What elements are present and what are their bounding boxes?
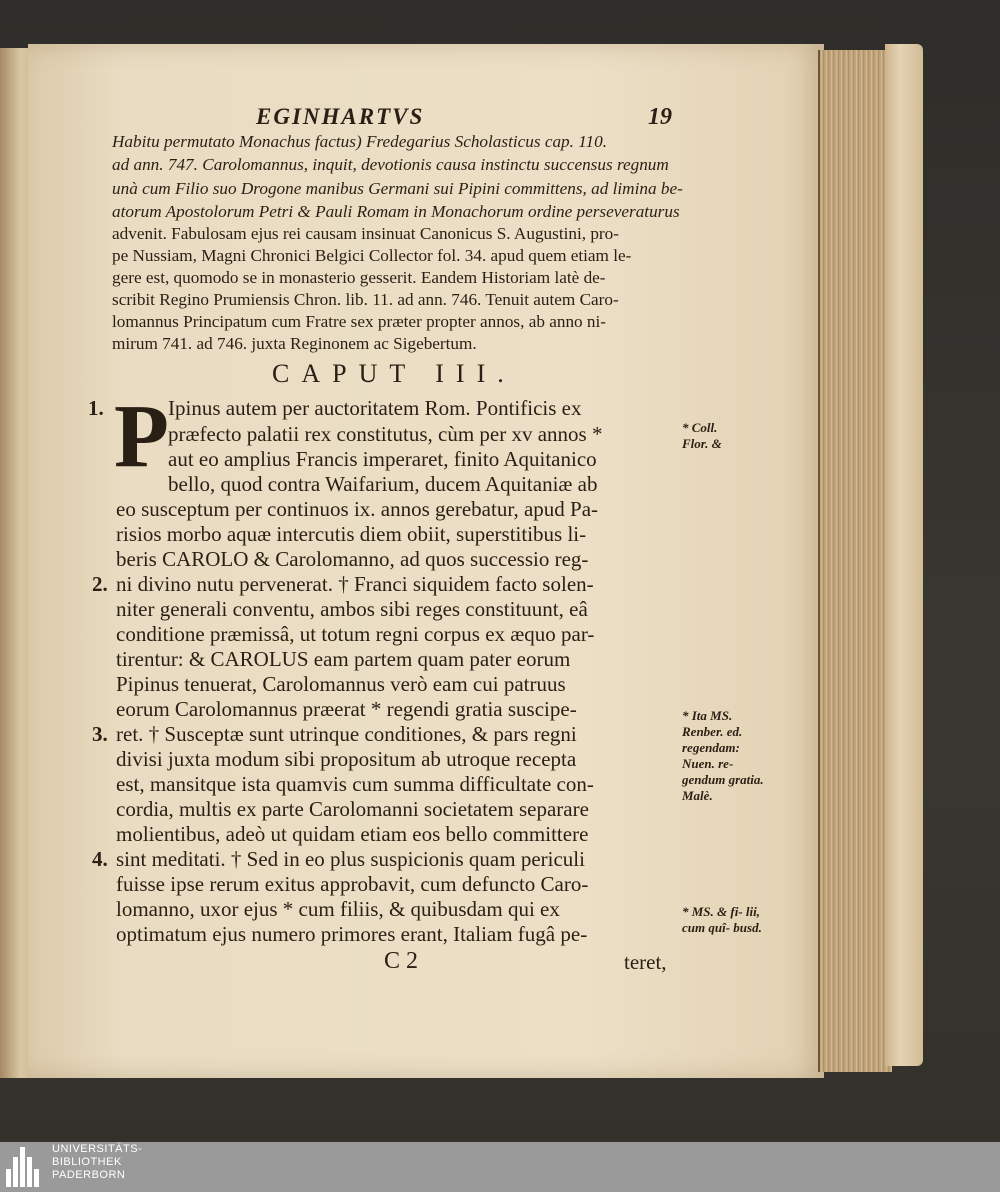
body-line: lomanno, uxor ejus * cum filiis, & quibusdam qui ex xyxy=(116,897,560,921)
intro-line: lomannus Principatum cum Fratre sex præter propter annos, ab anno ni- xyxy=(112,312,607,331)
paragraph-number: 2. xyxy=(92,572,108,596)
catchword: teret, xyxy=(624,950,667,974)
library-logo-icon xyxy=(4,1145,50,1189)
body-line: ni divino nutu pervenerat. † Franci siquidem facto solen- xyxy=(116,572,594,596)
body-line: bello, quod contra Waifarium, ducem Aquitaniæ ab xyxy=(168,472,598,496)
body-line: molientibus, adeò ut quidam etiam eos bello committere xyxy=(116,822,589,846)
body-line: ret. † Susceptæ sunt utrinque conditiones, & pars regni xyxy=(116,722,577,746)
paragraph-number: 4. xyxy=(92,847,108,871)
intro-line: Habitu permutato Monachus factus) Fredegarius Scholasticus cap. 110. xyxy=(112,132,608,151)
running-head: EGINHARTVS xyxy=(256,104,425,129)
paragraph-number: 3. xyxy=(92,722,108,746)
body-line: conditione præmissâ, ut totum regni corpus ex æquo par- xyxy=(116,622,595,646)
intro-line: ad ann. 747. Carolomannus, inquit, devotionis causa instinctu succensus regnum xyxy=(112,155,669,174)
intro-line: gere est, quomodo se in monasterio gesserit. Eandem Historiam latè de- xyxy=(112,268,606,287)
body-line: beris CAROLO & Carolomanno, ad quos successio reg- xyxy=(116,547,589,571)
body-line: fuisse ipse rerum exitus approbavit, cum defuncto Caro- xyxy=(116,872,589,896)
body-line: tirentur: & CAROLUS eam partem quam pater eorum xyxy=(116,647,571,671)
intro-line: advenit. Fabulosam ejus rei causam insinuat Canonicus S. Augustini, pro- xyxy=(112,224,619,243)
body-line: sint meditati. † Sed in eo plus suspicionis quam periculi xyxy=(116,847,585,871)
marginal-note: * Ita MS. Renber. ed. regendam: Nuen. re- gendum gratia. Malè. xyxy=(682,708,764,803)
chapter-title: CAPUT III. xyxy=(272,359,516,388)
body-line: est, mansitque ista quamvis cum summa difficultate con- xyxy=(116,772,594,796)
intro-line: unà cum Filio suo Drogone manibus Germani sui Pipini committens, ad limina be- xyxy=(112,179,683,198)
marginal-note: * MS. & fi- lii, cum quî- busd. xyxy=(682,904,762,935)
paragraph-number: 1. xyxy=(88,396,104,420)
body-line: divisi juxta modum sibi propositum ab utroque recepta xyxy=(116,747,577,771)
body-line: Ipinus autem per auctoritatem Rom. Pontificis ex xyxy=(168,396,582,420)
intro-line: mirum 741. ad 746. juxta Reginonem ac Sigebertum. xyxy=(112,334,477,353)
library-name-line: PADERBORN xyxy=(52,1169,126,1181)
library-name-line: UNIVERSITÄTS- xyxy=(52,1143,143,1155)
library-name-line: BIBLIOTHEK xyxy=(52,1156,122,1168)
intro-line: pe Nussiam, Magni Chronici Belgici Collector fol. 34. apud quem etiam le- xyxy=(112,246,632,265)
body-line: Pipinus tenuerat, Carolomannus verò eam cui patruus xyxy=(116,672,566,696)
body-line: eorum Carolomannus præerat * regendi gratia suscipe- xyxy=(116,697,577,721)
intro-line: atorum Apostolorum Petri & Pauli Romam in Monachorum ordine perseveraturus xyxy=(112,202,680,221)
library-footer-bar xyxy=(0,1142,1000,1192)
intro-line: scribit Regino Prumiensis Chron. lib. 11. ad ann. 746. Tenuit autem Caro- xyxy=(112,290,619,309)
signature-mark: C 2 xyxy=(384,948,419,974)
body-line: niter generali conventu, ambos sibi reges constituunt, eâ xyxy=(116,597,588,621)
folio-number: 19 xyxy=(648,104,672,130)
body-line: risios morbo aquæ intercutis diem obiit, superstitibus li- xyxy=(116,522,587,546)
body-line: optimatum ejus numero primores erant, Italiam fugâ pe- xyxy=(116,922,588,946)
body-line: aut eo amplius Francis imperaret, finito Aquitanico xyxy=(168,447,597,471)
marginal-note: * Coll. Flor. & xyxy=(682,420,722,451)
drop-cap: P xyxy=(114,387,169,486)
body-line: eo susceptum per continuos ix. annos gerebatur, apud Pa- xyxy=(116,497,599,521)
body-line: cordia, multis ex parte Carolomanni societatem separare xyxy=(116,797,589,821)
body-line: præfecto palatii rex constitutus, cùm per xv annos * xyxy=(168,422,603,446)
